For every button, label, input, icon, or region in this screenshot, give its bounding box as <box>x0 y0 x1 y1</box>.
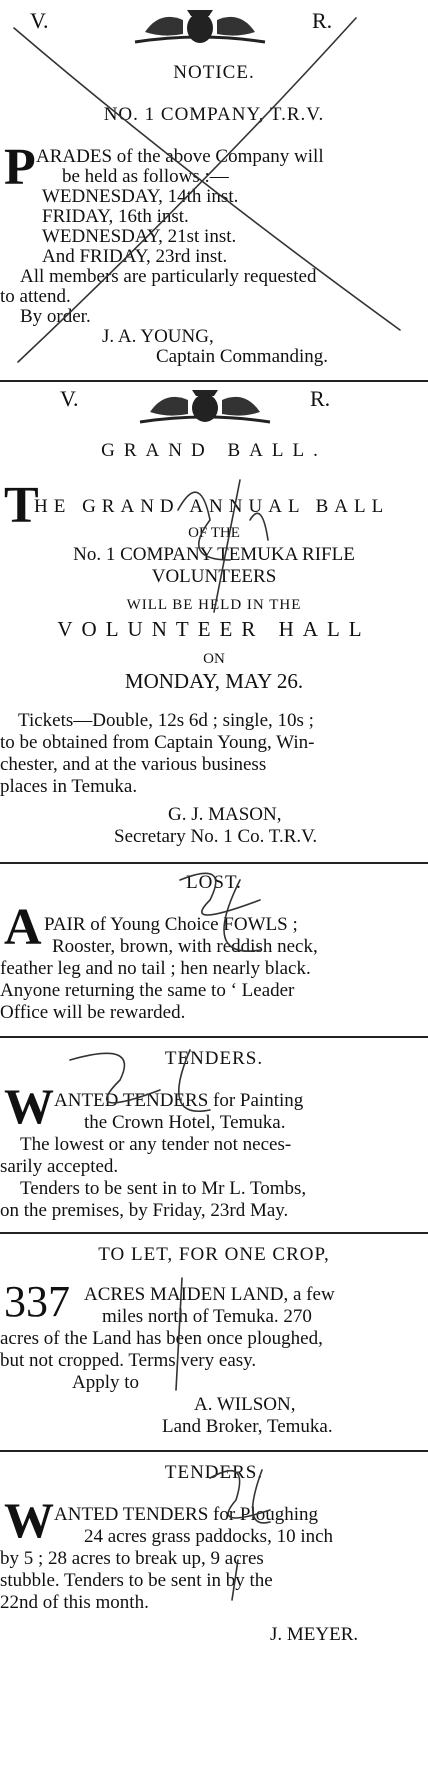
lost-line: Office will be rewarded. <box>0 1002 186 1023</box>
to-let-line: but not cropped. Terms very easy. <box>0 1350 257 1371</box>
drop-cap: W <box>4 1492 54 1548</box>
signer-title: Secretary No. 1 Co. T.R.V. <box>114 826 318 847</box>
ball-line: ON <box>203 651 225 667</box>
lost-heading: LOST. <box>186 872 242 893</box>
tenders-line: on the premises, by Friday, 23rd May. <box>0 1200 289 1221</box>
tenders-line: stubble. Tenders to be sent in by the <box>0 1570 273 1591</box>
v-label: V. <box>30 8 49 33</box>
ball-line: WILL BE HELD IN THE <box>126 597 302 613</box>
ball-body: places in Temuka. <box>0 776 138 797</box>
to-let-line: acres of the Land has been once ploughed, <box>0 1328 323 1349</box>
to-let-line: Apply to <box>72 1372 140 1393</box>
royal-crest-icon <box>125 2 275 46</box>
signer-name: J. MEYER. <box>270 1624 359 1645</box>
date-line: WEDNESDAY, 14th inst. <box>42 186 239 207</box>
drop-number: 337 <box>4 1277 70 1326</box>
to-let-heading: TO LET, FOR ONE CROP, <box>98 1244 330 1265</box>
notice-heading: NOTICE. <box>173 62 255 83</box>
notice-line: be held as follows :— <box>62 166 229 187</box>
divider <box>0 862 428 864</box>
ball-line: No. 1 COMPANY TEMUKA RIFLE <box>73 544 355 565</box>
lost-line: Anyone returning the same to ‘ Leader <box>0 980 295 1001</box>
divider <box>0 380 428 382</box>
signer-title: Land Broker, Temuka. <box>162 1416 333 1437</box>
tenders-line: ANTED TENDERS for Painting <box>54 1090 304 1111</box>
signer-title: Captain Commanding. <box>156 346 329 367</box>
tenders-line: Tenders to be sent in to Mr L. Tombs, <box>20 1178 307 1199</box>
date-line: WEDNESDAY, 21st inst. <box>42 226 237 247</box>
to-let-line: miles north of Temuka. 270 <box>102 1306 312 1327</box>
signer-name: J. A. YOUNG, <box>102 326 214 347</box>
tenders-line: The lowest or any tender not neces- <box>20 1134 292 1155</box>
by-order: By order. <box>20 306 91 327</box>
tenders-line: 24 acres grass paddocks, 10 inch <box>84 1526 334 1547</box>
tenders-line: 22nd of this month. <box>0 1592 149 1613</box>
tenders-line: by 5 ; 28 acres to break up, 9 acres <box>0 1548 264 1569</box>
signer-name: G. J. MASON, <box>168 804 282 825</box>
drop-cap: T <box>4 477 39 534</box>
divider <box>0 1232 428 1234</box>
drop-cap: P <box>4 139 36 196</box>
notice-line: ARADES of the above Company will <box>36 146 324 167</box>
ball-body: chester, and at the various business <box>0 754 267 775</box>
tenders-heading: TENDERS. <box>164 1048 264 1069</box>
drop-cap: A <box>4 899 42 956</box>
divider <box>0 1450 428 1452</box>
date-line: FRIDAY, 16th inst. <box>42 206 189 227</box>
drop-cap: W <box>4 1078 54 1134</box>
ball-heading: GRAND BALL. <box>101 440 327 461</box>
lost-line: Rooster, brown, with reddish neck, <box>52 936 318 957</box>
ball-line: OF THE <box>188 525 240 541</box>
tenders-line: ANTED TENDERS for Ploughing <box>54 1504 319 1525</box>
ball-body: Tickets—Double, 12s 6d ; single, 10s ; <box>18 710 314 731</box>
ball-line: HE GRAND ANNUAL BALL <box>34 496 390 517</box>
r-label: R. <box>310 386 331 411</box>
tenders-heading: TENDERS. <box>164 1462 264 1483</box>
lost-line: PAIR of Young Choice FOWLS ; <box>44 914 298 935</box>
notice-line: to attend. <box>0 286 71 307</box>
to-let-line: ACRES MAIDEN LAND, a few <box>84 1284 335 1305</box>
date-line: And FRIDAY, 23rd inst. <box>42 246 228 267</box>
ball-venue: VOLUNTEER HALL <box>57 617 371 641</box>
signer-name: A. WILSON, <box>194 1394 296 1415</box>
tenders-line: the Crown Hotel, Temuka. <box>84 1112 286 1133</box>
v-label: V. <box>60 386 79 411</box>
r-label: R. <box>312 8 333 33</box>
notice-subheading: NO. 1 COMPANY, T.R.V. <box>103 104 325 125</box>
ball-date: MONDAY, MAY 26. <box>124 669 304 693</box>
divider <box>0 1036 428 1038</box>
royal-crest-icon <box>130 384 280 426</box>
lost-line: feather leg and no tail ; hen nearly black. <box>0 958 311 979</box>
notice-line: All members are particularly requested <box>20 266 317 287</box>
ball-body: to be obtained from Captain Young, Win- <box>0 732 315 753</box>
tenders-line: sarily accepted. <box>0 1156 119 1177</box>
ball-line: VOLUNTEERS <box>151 566 277 587</box>
